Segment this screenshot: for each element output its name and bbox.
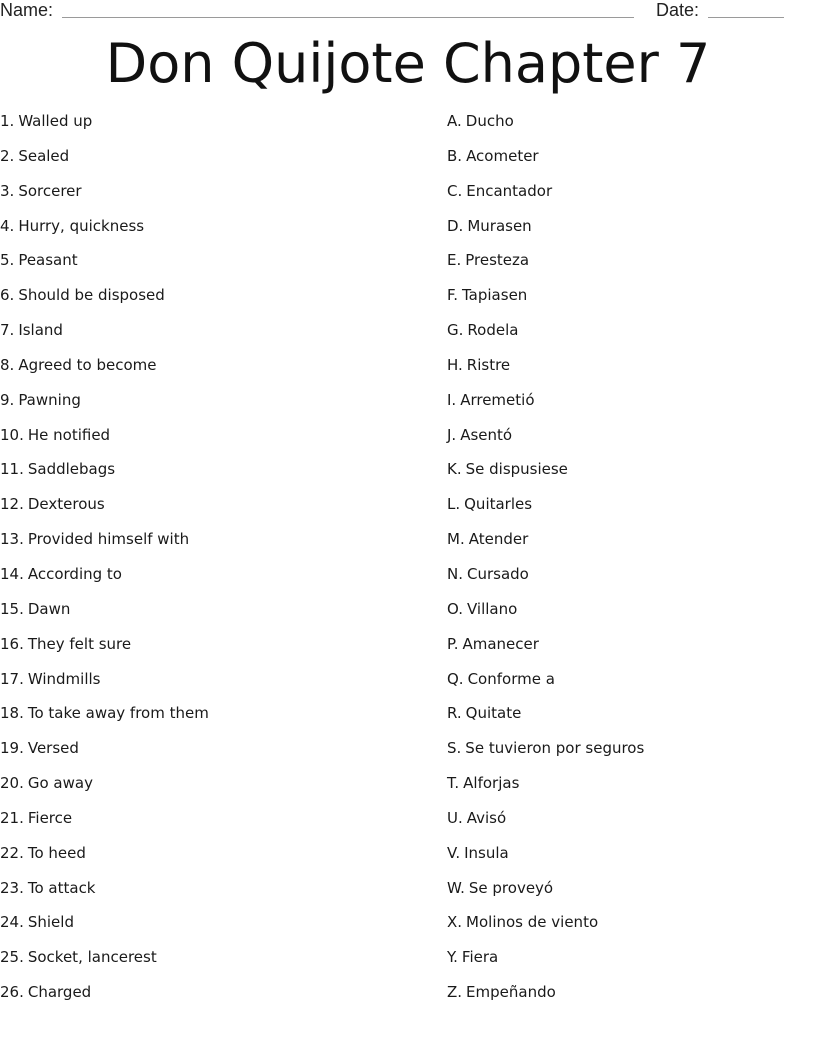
answer-item-marker: Q.	[447, 669, 464, 688]
answer-item-marker: B.	[447, 146, 463, 165]
term-item-marker: 13.	[0, 530, 24, 549]
answer-item-marker: A.	[447, 112, 462, 130]
answer-item-marker: P.	[447, 634, 459, 653]
term-item-text: Go away	[27, 774, 93, 793]
answer-item-text: Avisó	[466, 808, 507, 827]
answer-item	[447, 383, 816, 418]
answer-item-marker: W.	[447, 878, 465, 897]
term-item	[0, 452, 430, 487]
answer-item-marker: M.	[447, 530, 465, 549]
answer-item	[447, 348, 816, 383]
term-item-text: Agreed to become	[18, 355, 157, 374]
term-item-text: Sealed	[18, 146, 70, 165]
term-item-marker: 8.	[0, 355, 15, 374]
answer-item	[447, 243, 816, 278]
answer-item-marker: D.	[447, 216, 464, 235]
answer-item-text: Se dispusiese	[465, 460, 568, 479]
answer-item-marker: T.	[447, 774, 460, 793]
answer-item-text: Se tuvieron por seguros	[465, 739, 645, 758]
term-item-text: To heed	[27, 843, 86, 862]
term-item-marker: 25.	[0, 948, 24, 967]
answer-item-marker: K.	[447, 460, 462, 479]
term-item-text: Island	[18, 321, 63, 340]
term-item-marker: 7.	[0, 321, 15, 340]
answer-item	[447, 452, 816, 487]
answer-item-text: Molinos de viento	[466, 913, 599, 932]
term-item-marker: 18.	[0, 704, 24, 723]
answer-item-marker: V.	[447, 843, 461, 862]
answer-item	[447, 278, 816, 313]
term-item-marker: 14.	[0, 564, 24, 583]
term-item-text: Sorcerer	[18, 181, 82, 200]
answer-item-text: Atender	[468, 530, 529, 549]
answer-item-marker: N.	[447, 564, 463, 583]
worksheet-header	[0, 0, 816, 24]
term-item	[0, 243, 430, 278]
answer-item	[447, 731, 816, 766]
answers-list	[447, 104, 816, 1010]
term-item	[0, 766, 430, 801]
answer-item	[447, 801, 816, 836]
answer-item	[447, 766, 816, 801]
term-item-marker: 6.	[0, 286, 15, 305]
term-item-text: Saddlebags	[27, 460, 116, 479]
term-item	[0, 836, 430, 871]
answer-item-text: Fiera	[461, 948, 499, 967]
answer-item-marker: F.	[447, 286, 458, 305]
answer-item-text: Acometer	[466, 146, 539, 165]
term-item-marker: 16.	[0, 634, 24, 653]
answer-item-text: Rodela	[467, 321, 519, 340]
term-item	[0, 522, 430, 557]
term-item-text: Fierce	[27, 808, 73, 827]
term-item-text: Should be disposed	[18, 286, 165, 305]
answer-item	[447, 662, 816, 697]
name-label: Name:	[0, 0, 54, 20]
term-item	[0, 209, 430, 244]
answer-item-text: Presteza	[465, 251, 530, 270]
term-item	[0, 871, 430, 906]
term-item	[0, 905, 430, 940]
term-item	[0, 104, 430, 139]
term-item-marker: 17.	[0, 669, 24, 688]
answer-item-text: Empeñando	[466, 983, 556, 1002]
term-item-text: Pawning	[18, 390, 81, 409]
answer-item-marker: Z.	[447, 983, 463, 1002]
date-label: Date:	[656, 0, 700, 20]
answer-item-text: Asentó	[460, 425, 513, 444]
term-item	[0, 348, 430, 383]
answer-item-text: Villano	[466, 599, 518, 618]
term-item-marker: 19.	[0, 739, 24, 758]
answer-item-text: Encantador	[466, 181, 553, 200]
answer-item	[447, 627, 816, 662]
term-item	[0, 696, 430, 731]
term-item-marker: 23.	[0, 878, 24, 897]
answer-item-marker: G.	[447, 321, 464, 340]
answer-item-text: Conforme a	[467, 669, 555, 688]
term-item-text: He notified	[27, 425, 111, 444]
term-item	[0, 731, 430, 766]
term-item-text: To attack	[27, 878, 96, 897]
term-item-text: Provided himself with	[27, 530, 190, 549]
term-item-text: They felt sure	[27, 634, 132, 653]
term-item-marker: 15.	[0, 599, 24, 618]
term-item	[0, 139, 430, 174]
term-item-text: Windmills	[27, 669, 101, 688]
answer-item	[447, 418, 816, 453]
term-item-marker: 5.	[0, 251, 15, 270]
answer-item-marker: I.	[447, 390, 457, 409]
answer-item-text: Amanecer	[462, 634, 539, 653]
answer-item-marker: R.	[447, 704, 462, 723]
answer-item-text: Se proveyó	[468, 878, 554, 897]
answer-item-marker: J.	[447, 425, 457, 444]
term-item	[0, 940, 430, 975]
term-item-marker: 24.	[0, 913, 24, 932]
answer-item	[447, 905, 816, 940]
term-item-text: Versed	[27, 739, 79, 758]
term-item-marker: 26.	[0, 983, 24, 1002]
answer-item-text: Insula	[464, 843, 509, 862]
term-item-text: Socket, lancerest	[27, 948, 157, 967]
answer-item-text: Murasen	[467, 216, 532, 235]
term-item	[0, 592, 430, 627]
answer-item	[447, 871, 816, 906]
term-item-marker: 2.	[0, 146, 15, 165]
terms-list	[0, 104, 430, 1010]
term-item-text: Hurry, quickness	[18, 216, 145, 235]
term-item-marker: 4.	[0, 216, 15, 235]
page-title: Don Quijote Chapter 7	[105, 32, 711, 95]
term-item-marker: 21.	[0, 808, 24, 827]
answer-item	[447, 940, 816, 975]
term-item-marker: 10.	[0, 425, 24, 444]
answer-item-marker: E.	[447, 251, 462, 270]
answer-item-text: Ducho	[465, 112, 514, 130]
answer-item-marker: O.	[447, 599, 463, 618]
term-item-marker: 1.	[0, 112, 15, 130]
term-item	[0, 627, 430, 662]
answer-item-text: Quitate	[465, 704, 522, 723]
term-item	[0, 313, 430, 348]
term-item	[0, 662, 430, 697]
term-item-marker: 11.	[0, 460, 24, 479]
term-item	[0, 418, 430, 453]
term-item-text: Shield	[27, 913, 74, 932]
answer-item	[447, 487, 816, 522]
answer-item-marker: S.	[447, 739, 462, 758]
answer-item	[447, 139, 816, 174]
answer-item-text: Ristre	[466, 355, 511, 374]
answer-item-text: Alforjas	[463, 774, 520, 793]
answer-item-marker: X.	[447, 913, 463, 932]
answer-item-text: Cursado	[467, 564, 529, 583]
term-item-marker: 12.	[0, 495, 24, 514]
term-item-text: Dexterous	[27, 495, 105, 514]
term-item	[0, 557, 430, 592]
answer-item	[447, 522, 816, 557]
term-item-text: According to	[27, 564, 122, 583]
answer-item	[447, 174, 816, 209]
answer-item	[447, 313, 816, 348]
term-item	[0, 975, 430, 1010]
answer-item	[447, 209, 816, 244]
term-item-text: To take away from them	[27, 704, 209, 723]
term-item-marker: 22.	[0, 843, 24, 862]
term-item	[0, 487, 430, 522]
date-blank-line	[708, 17, 784, 18]
term-item	[0, 801, 430, 836]
name-blank-line	[62, 17, 634, 18]
term-item	[0, 383, 430, 418]
term-item-text: Walled up	[18, 112, 93, 130]
answer-item-marker: Y.	[447, 948, 458, 967]
term-item-marker: 9.	[0, 390, 15, 409]
term-item-text: Charged	[27, 983, 92, 1002]
term-item	[0, 174, 430, 209]
answer-item	[447, 836, 816, 871]
answer-item	[447, 975, 816, 1010]
term-item-text: Peasant	[18, 251, 78, 270]
answer-item	[447, 592, 816, 627]
answer-item	[447, 104, 816, 139]
answer-item-marker: U.	[447, 808, 463, 827]
answer-item-text: Quitarles	[464, 495, 533, 514]
term-item	[0, 278, 430, 313]
term-item-marker: 20.	[0, 774, 24, 793]
answer-item-text: Arremetió	[460, 390, 535, 409]
answer-item	[447, 696, 816, 731]
answer-item-marker: L.	[447, 495, 461, 514]
answer-item	[447, 557, 816, 592]
answer-item-marker: C.	[447, 181, 463, 200]
term-item-marker: 3.	[0, 181, 15, 200]
answer-item-marker: H.	[447, 355, 463, 374]
answer-item-text: Tapiasen	[462, 286, 528, 305]
term-item-text: Dawn	[27, 599, 71, 618]
